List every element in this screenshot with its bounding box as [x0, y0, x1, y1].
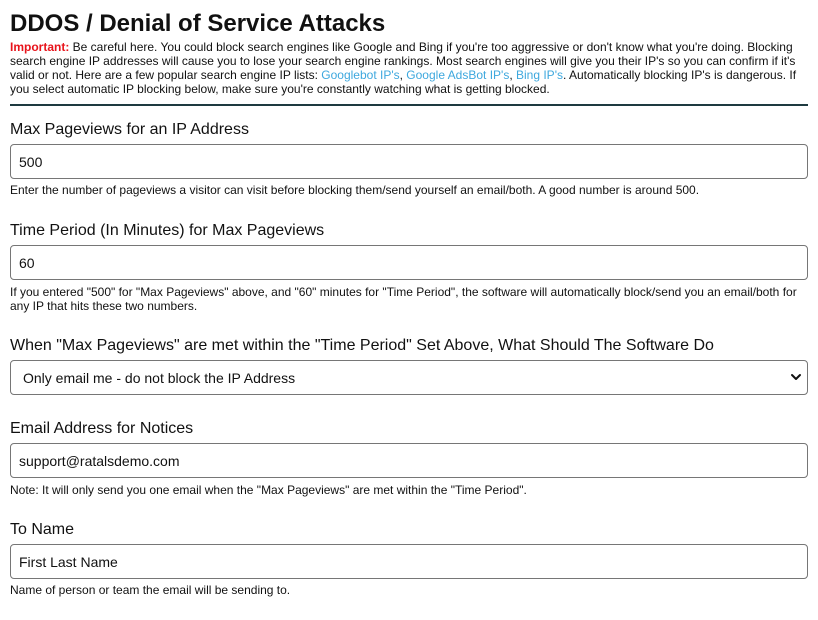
email-label: Email Address for Notices — [10, 420, 194, 437]
page-title: DDOS / Denial of Service Attacks — [10, 10, 386, 37]
intro-text-part1: Be careful here. You could block search engines like Google and Bing if you're too aggressive or don't know what you're doing. Blocking search engine IP addresses will cause you to lose your search engine rankings. Most search engines will give you their IP's so you can confirm if it's valid or not. Here are a few popular search engine IP lists: — [10, 40, 796, 82]
max-pageviews-help: Enter the number of pageviews a visitor can visit before blocking them/send yourself an email/both. A good number is around 500. — [10, 183, 700, 197]
email-input[interactable] — [10, 443, 808, 478]
chevron-down-icon[interactable] — [790, 371, 802, 383]
max-pageviews-input[interactable] — [10, 144, 808, 179]
action-label: When "Max Pageviews" are met within the "Time Period" Set Above, What Should The Software Do — [10, 337, 714, 354]
to-name-help: Name of person or team the email will be sending to. — [10, 583, 291, 597]
section-divider — [10, 104, 808, 106]
time-period-input[interactable] — [10, 245, 808, 280]
googlebot-ips-link[interactable]: Googlebot IP's — [321, 68, 400, 82]
bing-ips-link[interactable]: Bing IP's — [516, 68, 563, 82]
google-adsbot-ips-link[interactable]: Google AdsBot IP's — [406, 68, 510, 82]
action-select-value[interactable]: Only email me - do not block the IP Address — [10, 360, 808, 395]
intro-separator-1: , — [399, 68, 407, 82]
to-name-input[interactable] — [10, 544, 808, 579]
time-period-label: Time Period (In Minutes) for Max Pageviews — [10, 222, 325, 239]
time-period-help: If you entered "500" for "Max Pageviews" above, and "60" minutes for "Time Period", the software will automatically block/send you an email/both for any IP that hits these two numbers. — [10, 285, 797, 313]
intro-separator-2: , — [509, 68, 516, 82]
intro-warning — [10, 40, 808, 96]
to-name-label: To Name — [10, 521, 75, 538]
email-help: Note: It will only send you one email when the "Max Pageviews" are met within the "Time Period". — [10, 483, 527, 497]
important-label: Important: — [10, 40, 70, 54]
ddos-settings-page — [10, 0, 808, 597]
max-pageviews-label: Max Pageviews for an IP Address — [10, 121, 249, 138]
intro-text-part2: . Automatically blocking IP's is dangerous. If you select automatic IP blocking below, make sure you're constantly watching what is getting blocked. — [10, 68, 797, 96]
action-select[interactable] — [10, 360, 808, 395]
